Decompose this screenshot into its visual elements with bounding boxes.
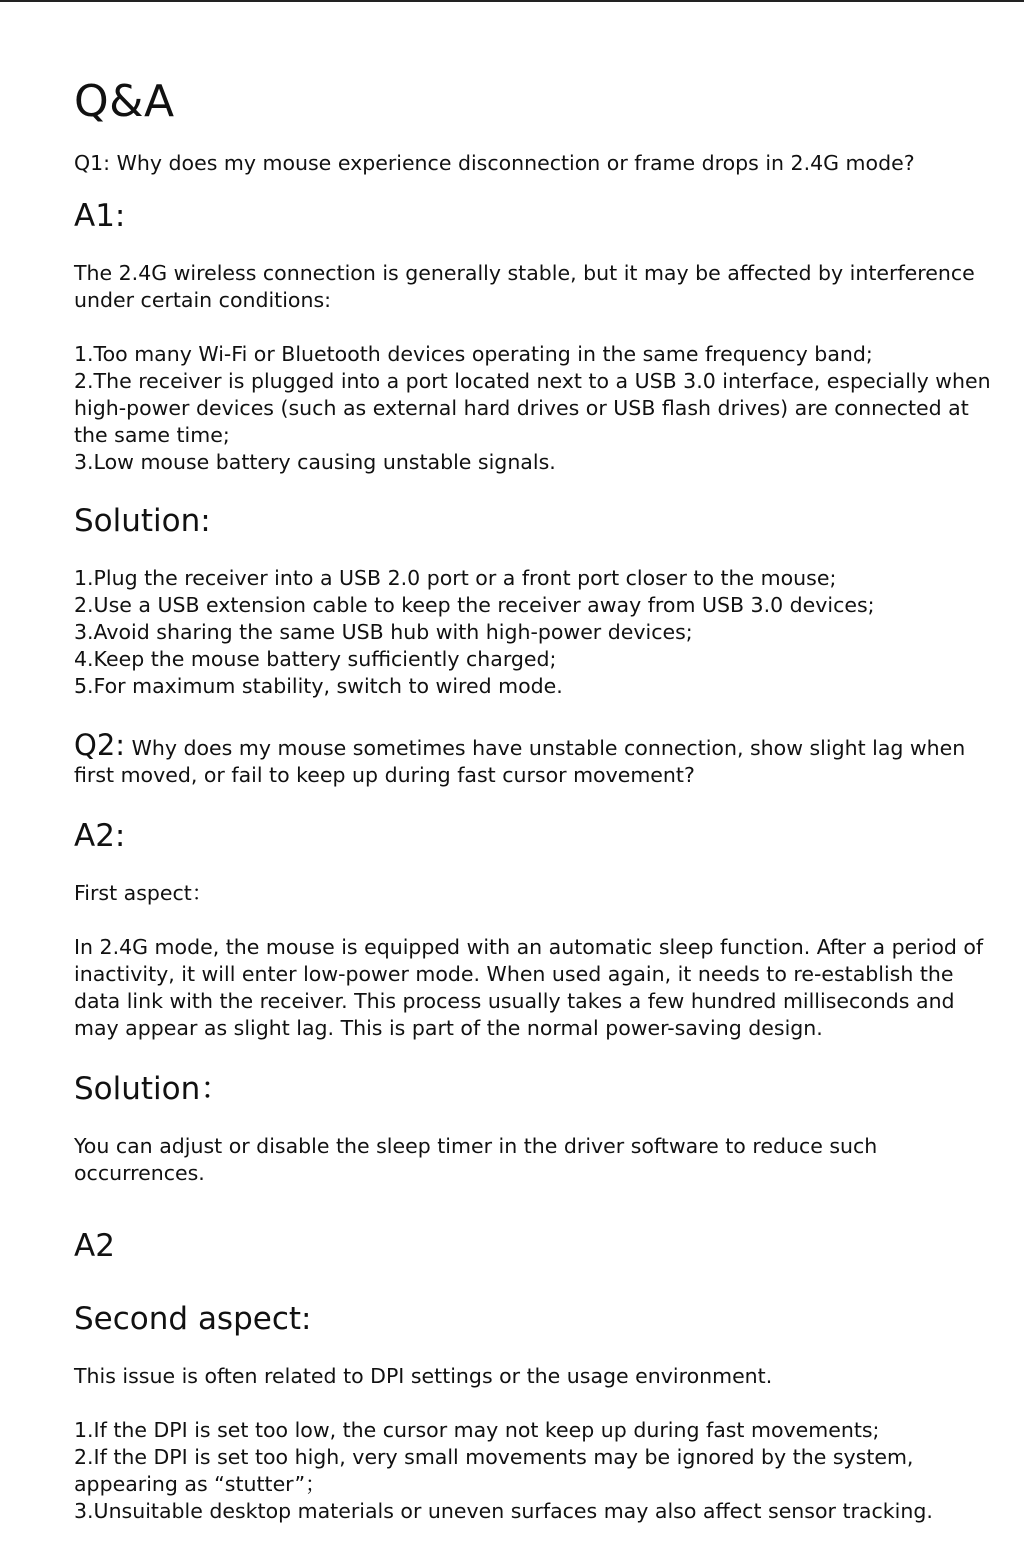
answer-1-heading: A1: [74, 198, 126, 234]
list-item: 1.If the DPI is set too low, the cursor may not keep up during fast movements; [74, 1418, 880, 1442]
solution-2-text: You can adjust or disable the sleep timer in the driver software to reduce such occurrences. [74, 1134, 878, 1185]
list-item: 5.For maximum stability, switch to wired mode. [74, 674, 563, 698]
list-item: 1.Plug the receiver into a USB 2.0 port or a front port closer to the mouse; [74, 566, 837, 590]
question-1 [74, 150, 1004, 177]
list-item: 1.Too many Wi-Fi or Bluetooth devices operating in the same frequency band; [74, 342, 873, 366]
list-item: 4.Keep the mouse battery sufficiently charged; [74, 647, 557, 671]
list-item: 2.The receiver is plugged into a port located next to a USB 3.0 interface, especially when high-power devices (such as external hard drives or USB flash drives) are connected at the same time; [74, 369, 991, 447]
list-item: 3.Avoid sharing the same USB hub with high-power devices; [74, 620, 693, 644]
solution-1-list [74, 565, 1004, 700]
question-1-text: Why does my mouse experience disconnection or frame drops in 2.4G mode? [110, 151, 915, 175]
question-1-label: Q1: [74, 151, 111, 175]
first-aspect-text: In 2.4G mode, the mouse is equipped with an automatic sleep function. After a period of inactivity, it will enter low-power mode. When used again, it needs to re-establish the data link with the receiver. This process usually takes a few hundred milliseconds and may appear as slight lag. This is part of the normal power-saving design. [74, 935, 984, 1040]
second-aspect-list [74, 1417, 1004, 1525]
question-2-text: Why does my mouse sometimes have unstable connection, show slight lag when first moved, or fail to keep up during fast cursor movement? [74, 736, 966, 787]
solution-2-heading: Solution： [74, 1071, 232, 1107]
list-item: 2.Use a USB extension cable to keep the receiver away from USB 3.0 devices; [74, 593, 875, 617]
answer-1-causes-list [74, 341, 1004, 476]
question-2-label: Q2: [74, 728, 126, 762]
page-title: Q&A [74, 76, 175, 127]
answer-1-intro: The 2.4G wireless connection is generally stable, but it may be affected by interference under certain conditions: [74, 261, 975, 312]
list-item: 2.If the DPI is set too high, very small movements may be ignored by the system, appearing as “stutter”； [74, 1445, 914, 1496]
question-2 [74, 728, 1004, 789]
first-aspect-label: First aspect： [74, 881, 213, 905]
second-aspect-heading: Second aspect: [74, 1301, 312, 1337]
solution-1-heading: Solution: [74, 503, 211, 539]
answer-2b-heading: A2 [74, 1228, 115, 1264]
answer-2-heading: A2: [74, 818, 126, 854]
second-aspect-intro: This issue is often related to DPI settings or the usage environment. [74, 1364, 773, 1388]
qa-document [74, 76, 1004, 1525]
list-item: 3.Unsuitable desktop materials or uneven surfaces may also affect sensor tracking. [74, 1499, 933, 1523]
top-border-rule [0, 0, 1024, 2]
list-item: 3.Low mouse battery causing unstable signals. [74, 450, 556, 474]
